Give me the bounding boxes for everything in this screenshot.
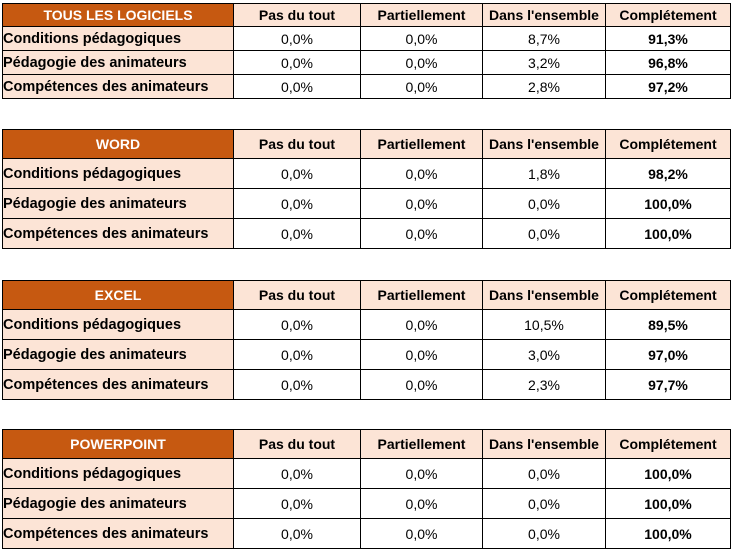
cell-not-at-all: 0,0% <box>234 159 361 189</box>
cell-not-at-all: 0,0% <box>234 370 361 400</box>
row-label: Pédagogie des animateurs <box>3 189 234 219</box>
table-row <box>3 75 731 99</box>
cell-overall: 2,3% <box>483 370 606 400</box>
table-title: TOUS LES LOGICIELS <box>3 4 234 27</box>
row-label: Conditions pédagogiques <box>3 310 234 340</box>
cell-not-at-all: 0,0% <box>234 340 361 370</box>
column-header-not-at-all: Pas du tout <box>234 130 361 159</box>
column-header-completely: Complétement <box>606 130 731 159</box>
cell-overall: 0,0% <box>483 489 606 519</box>
cell-not-at-all: 0,0% <box>234 189 361 219</box>
cell-overall: 1,8% <box>483 159 606 189</box>
cell-partially: 0,0% <box>361 340 483 370</box>
cell-partially: 0,0% <box>361 189 483 219</box>
column-header-completely: Complétement <box>606 281 731 310</box>
column-header-not-at-all: Pas du tout <box>234 281 361 310</box>
cell-not-at-all: 0,0% <box>234 489 361 519</box>
column-header-not-at-all: Pas du tout <box>234 430 361 459</box>
table-row <box>3 340 731 370</box>
table-row <box>3 459 731 489</box>
table-row <box>3 189 731 219</box>
cell-overall: 2,8% <box>483 75 606 99</box>
column-header-partially: Partiellement <box>361 4 483 27</box>
table-header-row <box>3 4 731 27</box>
table-title: WORD <box>3 130 234 159</box>
column-header-overall: Dans l'ensemble <box>483 281 606 310</box>
row-label: Pédagogie des animateurs <box>3 340 234 370</box>
cell-completely: 97,0% <box>606 340 731 370</box>
cell-partially: 0,0% <box>361 75 483 99</box>
cell-partially: 0,0% <box>361 310 483 340</box>
cell-completely: 96,8% <box>606 51 731 75</box>
cell-partially: 0,0% <box>361 219 483 249</box>
results-table-powerpoint <box>2 429 731 549</box>
cell-overall: 10,5% <box>483 310 606 340</box>
cell-overall: 0,0% <box>483 459 606 489</box>
cell-completely: 97,2% <box>606 75 731 99</box>
table-header-row <box>3 281 731 310</box>
table-row <box>3 519 731 549</box>
cell-completely: 100,0% <box>606 519 731 549</box>
table-row <box>3 27 731 51</box>
column-header-partially: Partiellement <box>361 130 483 159</box>
row-label: Conditions pédagogiques <box>3 27 234 51</box>
cell-completely: 98,2% <box>606 159 731 189</box>
cell-partially: 0,0% <box>361 519 483 549</box>
table-header-row <box>3 130 731 159</box>
row-label: Compétences des animateurs <box>3 519 234 549</box>
cell-not-at-all: 0,0% <box>234 51 361 75</box>
cell-partially: 0,0% <box>361 370 483 400</box>
table-title: POWERPOINT <box>3 430 234 459</box>
cell-partially: 0,0% <box>361 51 483 75</box>
table-row <box>3 159 731 189</box>
row-label: Compétences des animateurs <box>3 75 234 99</box>
row-label: Compétences des animateurs <box>3 219 234 249</box>
column-header-completely: Complétement <box>606 430 731 459</box>
cell-partially: 0,0% <box>361 489 483 519</box>
results-table-word <box>2 129 731 249</box>
column-header-completely: Complétement <box>606 4 731 27</box>
cell-overall: 3,0% <box>483 340 606 370</box>
table-row <box>3 310 731 340</box>
cell-partially: 0,0% <box>361 27 483 51</box>
cell-completely: 97,7% <box>606 370 731 400</box>
table-row <box>3 219 731 249</box>
cell-not-at-all: 0,0% <box>234 310 361 340</box>
cell-partially: 0,0% <box>361 159 483 189</box>
cell-overall: 8,7% <box>483 27 606 51</box>
cell-overall: 0,0% <box>483 519 606 549</box>
cell-not-at-all: 0,0% <box>234 75 361 99</box>
results-table-excel <box>2 280 731 400</box>
row-label: Pédagogie des animateurs <box>3 51 234 75</box>
table-header-row <box>3 430 731 459</box>
table-row <box>3 51 731 75</box>
cell-completely: 91,3% <box>606 27 731 51</box>
row-label: Conditions pédagogiques <box>3 459 234 489</box>
column-header-partially: Partiellement <box>361 430 483 459</box>
cell-completely: 89,5% <box>606 310 731 340</box>
cell-partially: 0,0% <box>361 459 483 489</box>
column-header-overall: Dans l'ensemble <box>483 430 606 459</box>
column-header-overall: Dans l'ensemble <box>483 4 606 27</box>
cell-completely: 100,0% <box>606 489 731 519</box>
cell-completely: 100,0% <box>606 459 731 489</box>
cell-overall: 0,0% <box>483 219 606 249</box>
cell-overall: 3,2% <box>483 51 606 75</box>
cell-not-at-all: 0,0% <box>234 519 361 549</box>
results-table-all-software <box>2 3 731 99</box>
table-row <box>3 489 731 519</box>
cell-completely: 100,0% <box>606 219 731 249</box>
cell-not-at-all: 0,0% <box>234 459 361 489</box>
table-title: EXCEL <box>3 281 234 310</box>
row-label: Pédagogie des animateurs <box>3 489 234 519</box>
cell-overall: 0,0% <box>483 189 606 219</box>
cell-not-at-all: 0,0% <box>234 219 361 249</box>
cell-completely: 100,0% <box>606 189 731 219</box>
row-label: Compétences des animateurs <box>3 370 234 400</box>
column-header-not-at-all: Pas du tout <box>234 4 361 27</box>
cell-not-at-all: 0,0% <box>234 27 361 51</box>
row-label: Conditions pédagogiques <box>3 159 234 189</box>
table-row <box>3 370 731 400</box>
column-header-partially: Partiellement <box>361 281 483 310</box>
column-header-overall: Dans l'ensemble <box>483 130 606 159</box>
